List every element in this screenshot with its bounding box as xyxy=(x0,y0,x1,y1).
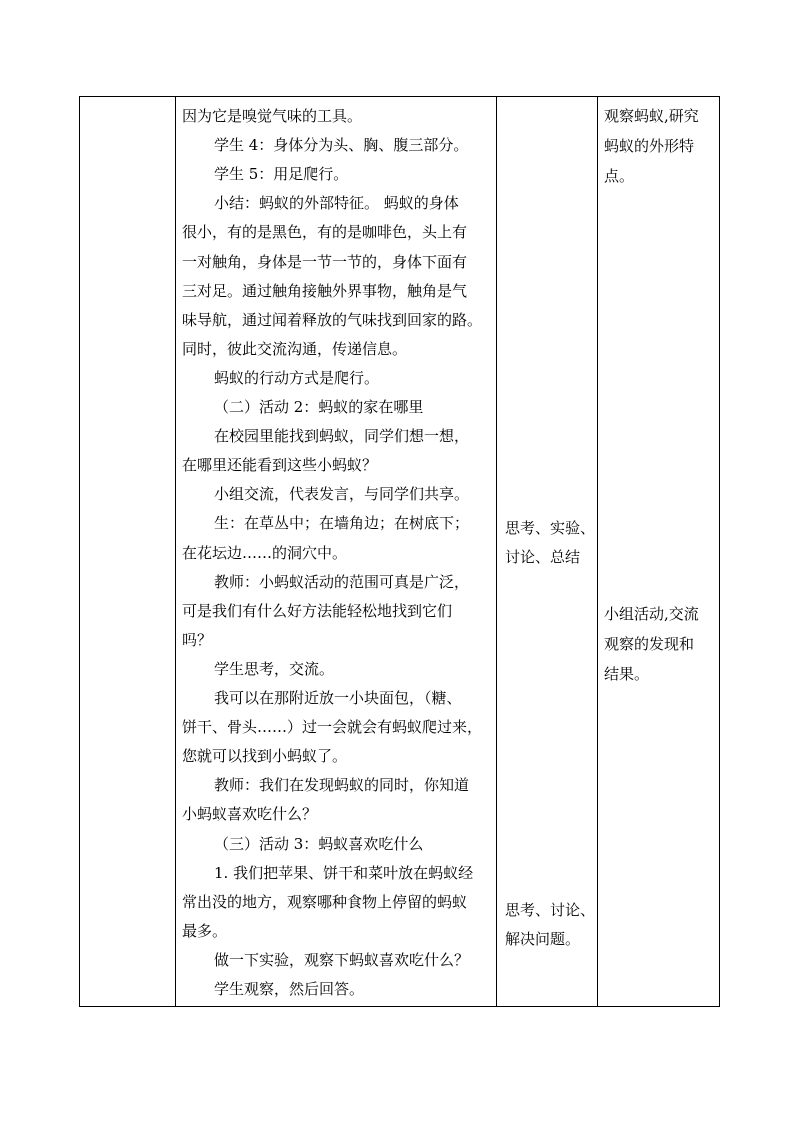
process-line: 我可以在那附近放一小块面包，（糖、 xyxy=(214,689,462,707)
process-line: 生：在草丛中；在墙角边；在树底下； xyxy=(214,514,470,533)
activity-line: 解决问题。 xyxy=(505,930,581,948)
process-line: 学生 4：身体分为头、胸、腹三部分。 xyxy=(214,136,469,155)
process-line: 最多。 xyxy=(182,921,228,940)
process-line: 学生思考，交流。 xyxy=(214,659,335,678)
intent-line: 观察蚂蚁,研究 xyxy=(604,107,699,125)
process-line: 1. 我们把苹果、饼干和菜叶放在蚂蚁经 xyxy=(214,863,474,882)
teaching-process-text xyxy=(176,97,496,1006)
intent-line: 小组活动,交流 xyxy=(604,605,699,623)
student-activity-cell xyxy=(497,97,598,1007)
activity-line: 思考、讨论、 xyxy=(505,901,596,919)
process-line: 在哪里还能看到这些小蚂蚁？ xyxy=(182,456,378,475)
process-line: 做一下实验，观察下蚂蚁喜欢吃什么？ xyxy=(214,950,470,969)
table-row xyxy=(80,97,720,1007)
process-line: 味导航，通过闻着释放的气味找到回家的路。 xyxy=(182,310,483,329)
student-activity-text xyxy=(497,97,597,1006)
process-line: （二）活动 2：蚂蚁的家在哪里 xyxy=(214,398,424,416)
intent-line: 蚂蚁的外形特 xyxy=(604,137,695,155)
process-line: 教师：小蚂蚁活动的范围可真是广泛， xyxy=(214,572,470,591)
lesson-plan-table xyxy=(79,96,720,1007)
process-line: 可是我们有什么好方法能轻松地找到它们 xyxy=(182,601,453,620)
process-line: 三对足。通过触角接触外界事物，触角是气 xyxy=(182,281,468,300)
process-line: 学生 5：用足爬行。 xyxy=(214,165,349,184)
process-line: 小组交流，代表发言，与同学们共享。 xyxy=(214,485,470,504)
intent-line: 结果。 xyxy=(604,665,650,683)
process-line: 因为它是嗅觉气味的工具。 xyxy=(182,107,363,125)
activity-line: 思考、实验、 xyxy=(505,519,596,537)
design-intent-cell xyxy=(598,97,720,1007)
activity-line: 讨论、总结 xyxy=(505,548,581,566)
process-line: 在花坛边……的洞穴中。 xyxy=(182,543,348,562)
process-line: 饼干、骨头……）过一会就会有蚂蚁爬过来， xyxy=(182,718,483,737)
process-line: 吗？ xyxy=(182,630,213,649)
stage-column-cell xyxy=(80,97,176,1007)
process-line: 小结：蚂蚁的外部特征。 蚂蚁的身体 xyxy=(214,194,459,213)
process-line: 常出没的地方，观察哪种食物上停留的蚂蚁 xyxy=(182,892,468,911)
teaching-process-cell xyxy=(176,97,497,1007)
process-line: 蚂蚁的行动方式是爬行。 xyxy=(214,368,380,387)
process-line: 学生观察，然后回答。 xyxy=(214,980,365,998)
process-line: 一对触角，身体是一节一节的，身体下面有 xyxy=(182,252,468,271)
process-line: 小蚂蚁喜欢吃什么？ xyxy=(182,805,318,824)
intent-line: 点。 xyxy=(604,167,635,185)
design-intent-text xyxy=(598,97,719,1006)
intent-line: 观察的发现和 xyxy=(604,635,695,653)
process-line: 您就可以找到小蚂蚁了。 xyxy=(182,747,348,766)
process-line: （三）活动 3：蚂蚁喜欢吃什么 xyxy=(214,834,424,853)
process-line: 在校园里能找到蚂蚁，同学们想一想， xyxy=(214,427,470,446)
process-line: 很小，有的是黑色，有的是咖啡色，头上有 xyxy=(182,223,468,242)
process-line: 教师：我们在发现蚂蚁的同时，你知道 xyxy=(214,776,470,795)
process-line: 同时，彼此交流沟通，传递信息。 xyxy=(182,339,408,358)
